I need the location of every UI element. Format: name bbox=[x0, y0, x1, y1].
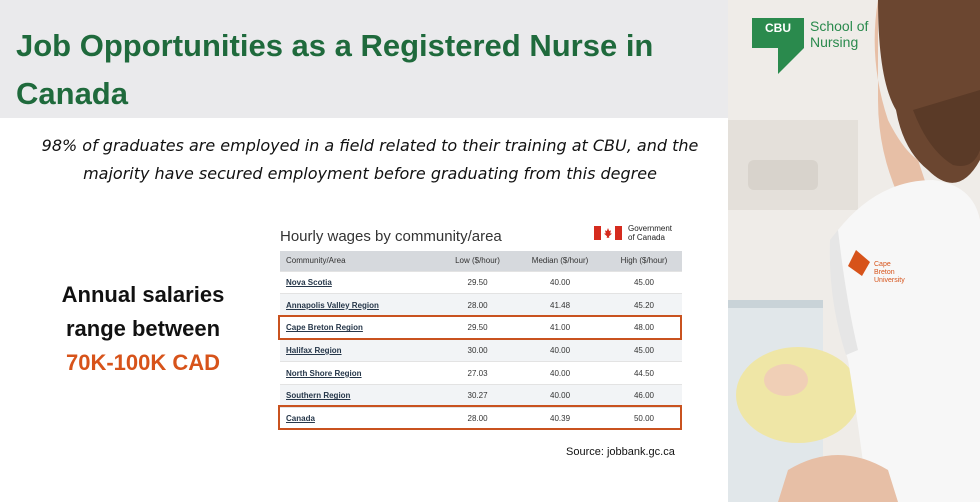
median-wage: 41.00 bbox=[514, 316, 606, 339]
area-link[interactable]: Annapolis Valley Region bbox=[280, 294, 441, 317]
median-wage: 40.39 bbox=[514, 407, 606, 430]
table-row bbox=[280, 384, 682, 407]
area-link[interactable]: North Shore Region bbox=[280, 362, 441, 385]
wages-table-title: Hourly wages by community/area bbox=[280, 228, 502, 245]
area-link[interactable]: Halifax Region bbox=[280, 339, 441, 362]
table-row bbox=[280, 407, 682, 430]
government-of-canada-logo bbox=[594, 224, 672, 242]
canada-flag-icon bbox=[594, 226, 622, 240]
salary-amount: 70K-100K CAD bbox=[65, 350, 221, 375]
high-wage: 46.00 bbox=[606, 384, 682, 407]
high-wage: 44.50 bbox=[606, 362, 682, 385]
salary-callout bbox=[12, 278, 274, 380]
nurse-illustration bbox=[728, 0, 980, 502]
uniform-logo-line-3: University bbox=[874, 277, 905, 284]
source-citation: Source: jobbank.gc.ca bbox=[566, 446, 675, 458]
median-wage: 40.00 bbox=[514, 271, 606, 294]
low-wage: 30.27 bbox=[441, 384, 514, 407]
page-title: Job Opportunities as a Registered Nurse in Canada bbox=[16, 28, 654, 111]
salary-line-1: Annual salaries bbox=[61, 282, 225, 307]
low-wage: 30.00 bbox=[441, 339, 514, 362]
low-wage: 29.50 bbox=[441, 271, 514, 294]
table-header-row bbox=[280, 251, 682, 271]
high-wage: 45.00 bbox=[606, 339, 682, 362]
column-header-median: Median ($/hour) bbox=[514, 251, 606, 271]
median-wage: 40.00 bbox=[514, 384, 606, 407]
table-row bbox=[280, 294, 682, 317]
area-link[interactable]: Cape Breton Region bbox=[280, 316, 441, 339]
median-wage: 41.48 bbox=[514, 294, 606, 317]
high-wage: 48.00 bbox=[606, 316, 682, 339]
cbu-logo-icon bbox=[752, 18, 804, 74]
gov-line-2: of Canada bbox=[628, 233, 665, 242]
uniform-logo-line-1: Cape bbox=[874, 261, 891, 268]
salary-line-2: range between bbox=[65, 316, 221, 341]
table-row bbox=[280, 316, 682, 339]
cbu-logo-text: CBU bbox=[765, 21, 791, 35]
table-row bbox=[280, 362, 682, 385]
low-wage: 28.00 bbox=[441, 294, 514, 317]
high-wage: 50.00 bbox=[606, 407, 682, 430]
median-wage: 40.00 bbox=[514, 339, 606, 362]
median-wage: 40.00 bbox=[514, 362, 606, 385]
column-header-low: Low ($/hour) bbox=[441, 251, 514, 271]
table-row bbox=[280, 339, 682, 362]
column-header-area: Community/Area bbox=[280, 251, 441, 271]
gov-line-1: Government bbox=[628, 224, 673, 233]
low-wage: 29.50 bbox=[441, 316, 514, 339]
area-link[interactable]: Southern Region bbox=[280, 384, 441, 407]
low-wage: 27.03 bbox=[441, 362, 514, 385]
area-link[interactable]: Nova Scotia bbox=[280, 271, 441, 294]
hourly-wages-table bbox=[280, 251, 682, 430]
low-wage: 28.00 bbox=[441, 407, 514, 430]
brand-line-2: Nursing bbox=[810, 34, 859, 50]
brand-line-1: School of bbox=[810, 18, 869, 34]
high-wage: 45.00 bbox=[606, 271, 682, 294]
cbu-school-of-nursing-logo bbox=[752, 18, 868, 74]
employment-statement: 98% of graduates are employed in a field related to their training at CBU, and the majority have secured employment before graduating from this degree bbox=[41, 136, 699, 183]
nurse-photo bbox=[728, 0, 980, 502]
area-link[interactable]: Canada bbox=[280, 407, 441, 430]
column-header-high: High ($/hour) bbox=[606, 251, 682, 271]
high-wage: 45.20 bbox=[606, 294, 682, 317]
uniform-logo-line-2: Breton bbox=[874, 269, 895, 276]
table-row bbox=[280, 271, 682, 294]
